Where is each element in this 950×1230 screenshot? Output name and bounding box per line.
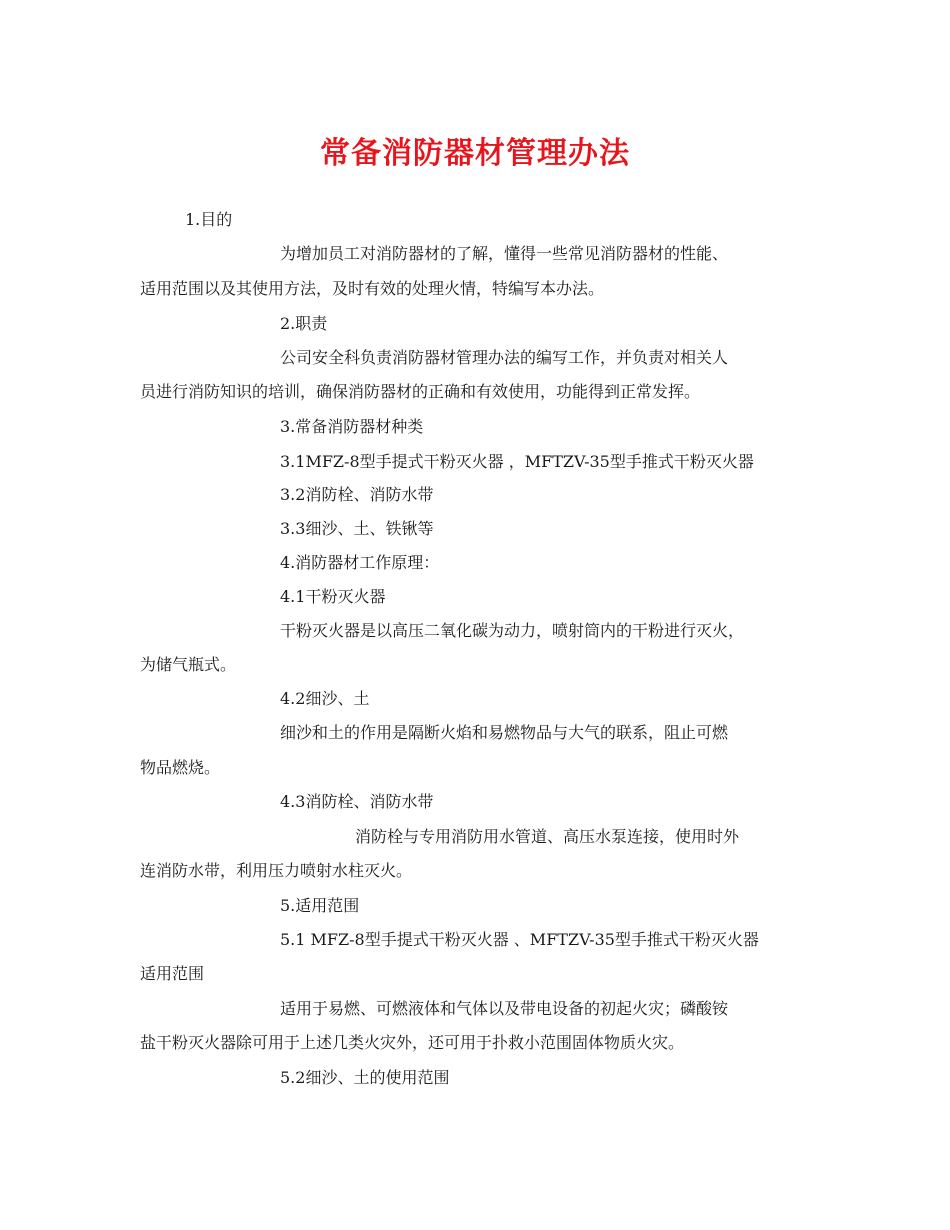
paragraph-line: 盐干粉灭火器除可用于上述几类火灾外，还可用于扑救小范围固体物质火灾。 (140, 1033, 685, 1052)
paragraph-line: 干粉灭火器是以高压二氧化碳为动力，喷射筒内的干粉进行灭火， (280, 621, 745, 640)
section-heading-scope: 5.适用范围 (280, 896, 360, 915)
section-heading-principles: 4.消防器材工作原理： (280, 553, 440, 572)
paragraph-line: 员进行消防知识的培训，确保消防器材的正确和有效使用，功能得到正常发挥。 (140, 382, 701, 401)
list-item: 3.1MFZ-8型手提式干粉灭火器 ，MFTZV-35型手推式干粉灭火器 (280, 452, 754, 471)
subsection-heading: 5.2细沙、土的使用范围 (280, 1068, 450, 1087)
subsection-heading: 4.2细沙、土 (280, 689, 370, 708)
paragraph-line: 消防栓与专用消防用水管道、高压水泵连接，使用时外 (355, 827, 740, 846)
paragraph-line: 为储气瓶式。 (140, 655, 237, 674)
section-heading-duties: 2.职责 (280, 314, 328, 333)
document-title: 常备消防器材管理办法 (320, 136, 630, 171)
section-heading-types: 3.常备消防器材种类 (280, 417, 424, 436)
paragraph-line: 细沙和土的作用是隔断火焰和易燃物品与大气的联系，阻止可燃 (280, 723, 729, 742)
paragraph-line: 公司安全科负责消防器材管理办法的编写工作，并负责对相关人 (280, 348, 729, 367)
paragraph-line: 适用范围以及其使用方法，及时有效的处理火情，特编写本办法。 (140, 279, 605, 298)
paragraph-line: 物品燃烧。 (140, 758, 221, 777)
subsection-heading: 4.1干粉灭火器 (280, 587, 386, 606)
paragraph-line: 连消防水带，利用压力喷射水柱灭火。 (140, 861, 413, 880)
list-item: 3.2消防栓、消防水带 (280, 485, 434, 504)
section-heading-purpose: 1.目的 (185, 210, 233, 229)
paragraph-line: 适用范围 (140, 964, 205, 983)
paragraph-line: 适用于易燃、可燃液体和气体以及带电设备的初起火灾；磷酸铵 (280, 999, 729, 1018)
list-item: 3.3细沙、土、铁锹等 (280, 519, 434, 538)
paragraph-line: 为增加员工对消防器材的了解，懂得一些常见消防器材的性能、 (280, 244, 729, 263)
subsection-heading: 4.3消防栓、消防水带 (280, 792, 434, 811)
subsection-heading: 5.1 MFZ-8型手提式干粉灭火器 、MFTZV-35型手推式干粉灭火器 (280, 930, 759, 949)
